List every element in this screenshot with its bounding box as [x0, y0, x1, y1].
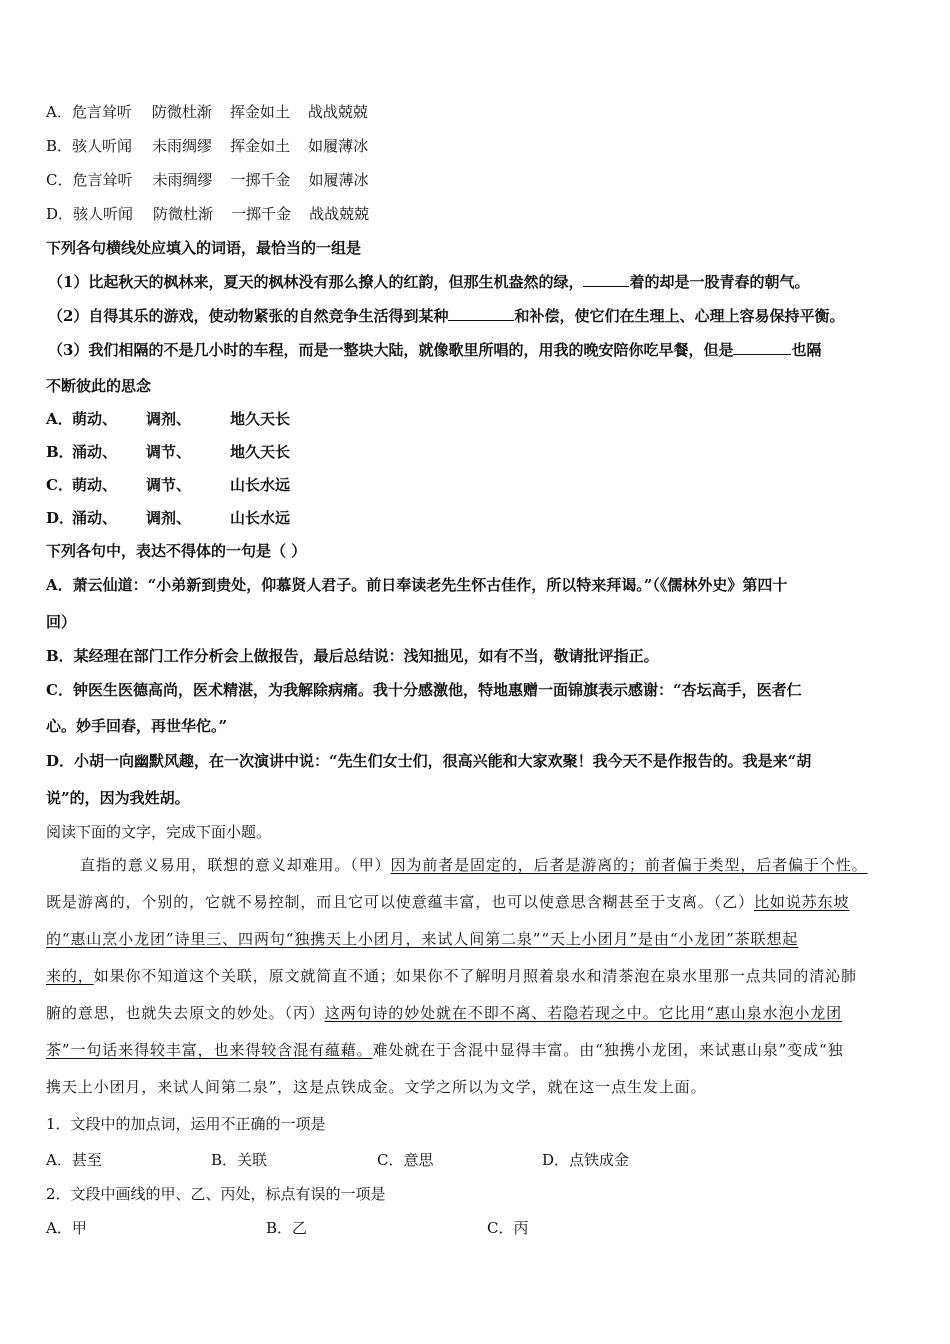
passage-line: 茶”一句话来得较丰富，也来得较含混有蕴藉。难处就在于含混中显得丰富。由“独携小龙团，来试惠山泉”变成“独 — [46, 1041, 844, 1059]
fill-sentence-2: （2）自得其乐的游戏，使动物紧张的自然竞争生活得到某种 和补偿，使它们在生理上、心理上容易保持平衡。 — [48, 307, 845, 325]
passage-line: 既是游离的，个别的，它就不易控制，而且它可以使意蕴丰富，也可以使意思含糊甚至于支离。（乙）比如说苏东坡 — [46, 893, 850, 911]
option-c: C．意思 — [377, 1151, 434, 1169]
fill-question-stem: 下列各句横线处应填入的词语，最恰当的一组是 — [46, 239, 362, 257]
subquestion-1-stem: 1．文段中的加点词，运用不正确的一项是 — [46, 1115, 326, 1133]
underlined-text: 比如说苏东坡 — [754, 893, 850, 911]
option-a: A．甚至 — [46, 1151, 102, 1169]
passage-line: 携天上小团月，来试人间第二泉”，这是点铁成金。文学之所以为文学，就在这一点生发上面。 — [46, 1078, 707, 1096]
underlined-text: 这两句诗的妙处就在不即不离、若隐若现之中。它比用“惠山泉水泡小龙团 — [324, 1004, 843, 1022]
decorum-option-a-cont: 回） — [46, 613, 77, 631]
exam-page: A．危言耸听 防微杜渐 挥金如土 战战兢兢 B．骇人听闻 未雨绸缪 挥金如土 如履薄冰 C．危言耸听 未雨绸缪 一掷千金 如履薄冰 D．骇人听闻 防微杜渐 一掷千金 战战兢兢 下列各句横线处应填入的词语，最恰当的一组是 （1）比起秋天的枫林来，夏天的枫林没有那么撩人的红韵，但那生机盎然的绿， 着的却是一股青春的朝气。 （2）自得其乐的游戏，使动物紧张的自然竞争生活得到某种 和补偿，使它们在生理上、心理上容易保持平衡。 （3）我们相隔的不是几小时的车程，而是一整块大陆，就像歌里所唱的，用我的晚安陪你吃早餐，但是 也隔 不断彼此的思念 A． 萌动、 调剂、 地久天长 B． 涌动、 调节、 地久天长 C． 萌动、 调节、 山长水远 D． 涌动、 调剂、 山长水远 下列各句中，表达不得体的一句是（ ） A．萧云仙道：“小弟新到贵处，仰慕贤人君子。前日奉读老先生怀古佳作，所以特来拜谒。”（《儒林外史》第四十 回） B．某经理在部门工作分析会上做报告，最后总结说：浅知拙见，如有不当，敬请批评指正。 C．钟医生医德高尚，医术精湛，为我解除病痛。我十分感激他，特地惠赠一面锦旗表示感谢：“杏坛高手，医者仁 心。妙手回春，再世华佗。” D．小胡一向幽默风趣，在一次演讲中说：“先生们女士们，很高兴能和大家欢聚！我今天不是作报告的。我是来“胡 说”的，因为我姓胡。 阅读下面的文字，完成下面小题。 直指的意义易用，联想的意义却难用。（甲）因为前者是固定的，后者是游离的；前者偏于类型，后者偏于个性。 既是游离的，个别的，它就不易控制，而且它可以使意蕴丰富，也可以使意思含糊甚至于支离。（乙）比如说苏东坡 的“惠山烹小龙团”诗里三、四两句“独携天上小团月，来试人间第二泉”“天上小团月”是由“小龙团”茶联想起 来的，如果你不知道这个关联，原文就简直不通；如果你不了解明月照着泉水和清茶泡在泉水里那一点共同的清沁肺 腑的意思，也就失去原文的妙处。（丙）这两句诗的妙处就在不即不离、若隐若现之中。它比用“惠山泉水泡小龙团 茶”一句话来得较丰富，也来得较含混有蕴藉。难处就在于含混中显得丰富。由“独携小龙团，来试惠山泉”变成“独 携天上小团月，来试人间第二泉”，这是点铁成金。文学之所以为文学，就在这一点生发上面。 1．文段中的加点词，运用不正确的一项是 A．甚至 B．关联 C．意思 D．点铁成金 2．文段中画线的甲、乙、丙处，标点有误的一项是 A．甲 B．乙 C．丙 — [46, 103, 868, 1237]
fill-sentence-1: （1）比起秋天的枫林来，夏天的枫林没有那么撩人的红韵，但那生机盎然的绿， 着的却是一股青春的朝气。 — [48, 273, 810, 291]
underlined-text: 因为前者是固定的，后者是游离的；前者偏于类型，后者偏于个性。 — [390, 856, 868, 874]
option-a: A．甲 — [46, 1219, 87, 1237]
option-label: B． — [46, 137, 73, 155]
decorum-option-b: B．某经理在部门工作分析会上做报告，最后总结说：浅知拙见，如有不当，敬请批评指正。 — [46, 647, 659, 665]
decorum-option-c-cont: 心。妙手回春，再世华佗。” — [46, 717, 228, 735]
fill-sentence-3-cont: 不断彼此的思念 — [46, 377, 152, 395]
prev-option-c: C．危言耸听 未雨绸缪 一掷千金 如履薄冰 — [46, 171, 369, 189]
decorum-question-stem: 下列各句中，表达不得体的一句是（ ） — [46, 542, 307, 560]
option-label: A． — [46, 103, 72, 121]
answer-blank — [733, 340, 791, 355]
passage-line: 的“惠山烹小龙团”诗里三、四两句“独携天上小团月，来试人间第二泉”“天上小团月”是由“小龙团”茶联想起 — [46, 930, 799, 948]
option-d: D．点铁成金 — [542, 1151, 630, 1169]
option-b: B．关联 — [211, 1151, 268, 1169]
underlined-text: 来的， — [46, 967, 94, 985]
prev-option-d: D．骇人听闻 防微杜渐 一掷千金 战战兢兢 — [46, 205, 370, 223]
subquestion-2-stem: 2．文段中画线的甲、乙、丙处，标点有误的一项是 — [46, 1185, 386, 1203]
passage-line: 直指的意义易用，联想的意义却难用。（甲）因为前者是固定的，后者是游离的；前者偏于类型，后者偏于个性。 — [80, 856, 868, 874]
option-label: D． — [46, 205, 74, 223]
decorum-option-d: D．小胡一向幽默风趣，在一次演讲中说：“先生们女士们，很高兴能和大家欢聚！我今天不是作报告的。我是来“胡 — [46, 752, 812, 770]
option-c: C．丙 — [487, 1219, 529, 1237]
underlined-text: 茶”一句话来得较丰富，也来得较含混有蕴藉。 — [46, 1041, 373, 1059]
prev-option-a: A．危言耸听 防微杜渐 挥金如土 战战兢兢 — [46, 103, 368, 121]
option-b: B．乙 — [266, 1219, 308, 1237]
fill-sentence-3: （3）我们相隔的不是几小时的车程，而是一整块大陆，就像歌里所唱的，用我的晚安陪你吃早餐，但是 也隔 — [48, 341, 822, 359]
prev-option-b: B．骇人听闻 未雨绸缪 挥金如土 如履薄冰 — [46, 137, 369, 155]
passage-line: 来的，如果你不知道这个关联，原文就简直不通；如果你不了解明月照着泉水和清茶泡在泉水里那一点共同的清沁肺 — [46, 967, 857, 985]
answer-blank — [583, 272, 629, 287]
option-label: C． — [46, 171, 73, 189]
passage-line: 腑的意思，也就失去原文的妙处。（丙）这两句诗的妙处就在不即不离、若隐若现之中。它比用“惠山泉水泡小龙团 — [46, 1004, 843, 1022]
decorum-option-c: C．钟医生医德高尚，医术精湛，为我解除病痛。我十分感激他，特地惠赠一面锦旗表示感谢：“杏坛高手，医者仁 — [46, 681, 802, 699]
decorum-option-a: A．萧云仙道：“小弟新到贵处，仰慕贤人君子。前日奉读老先生怀古佳作，所以特来拜谒。”（《儒林外史》第四十 — [46, 576, 788, 594]
decorum-option-d-cont: 说”的，因为我姓胡。 — [46, 789, 190, 807]
answer-blank — [448, 306, 514, 321]
reading-intro: 阅读下面的文字，完成下面小题。 — [46, 823, 272, 841]
